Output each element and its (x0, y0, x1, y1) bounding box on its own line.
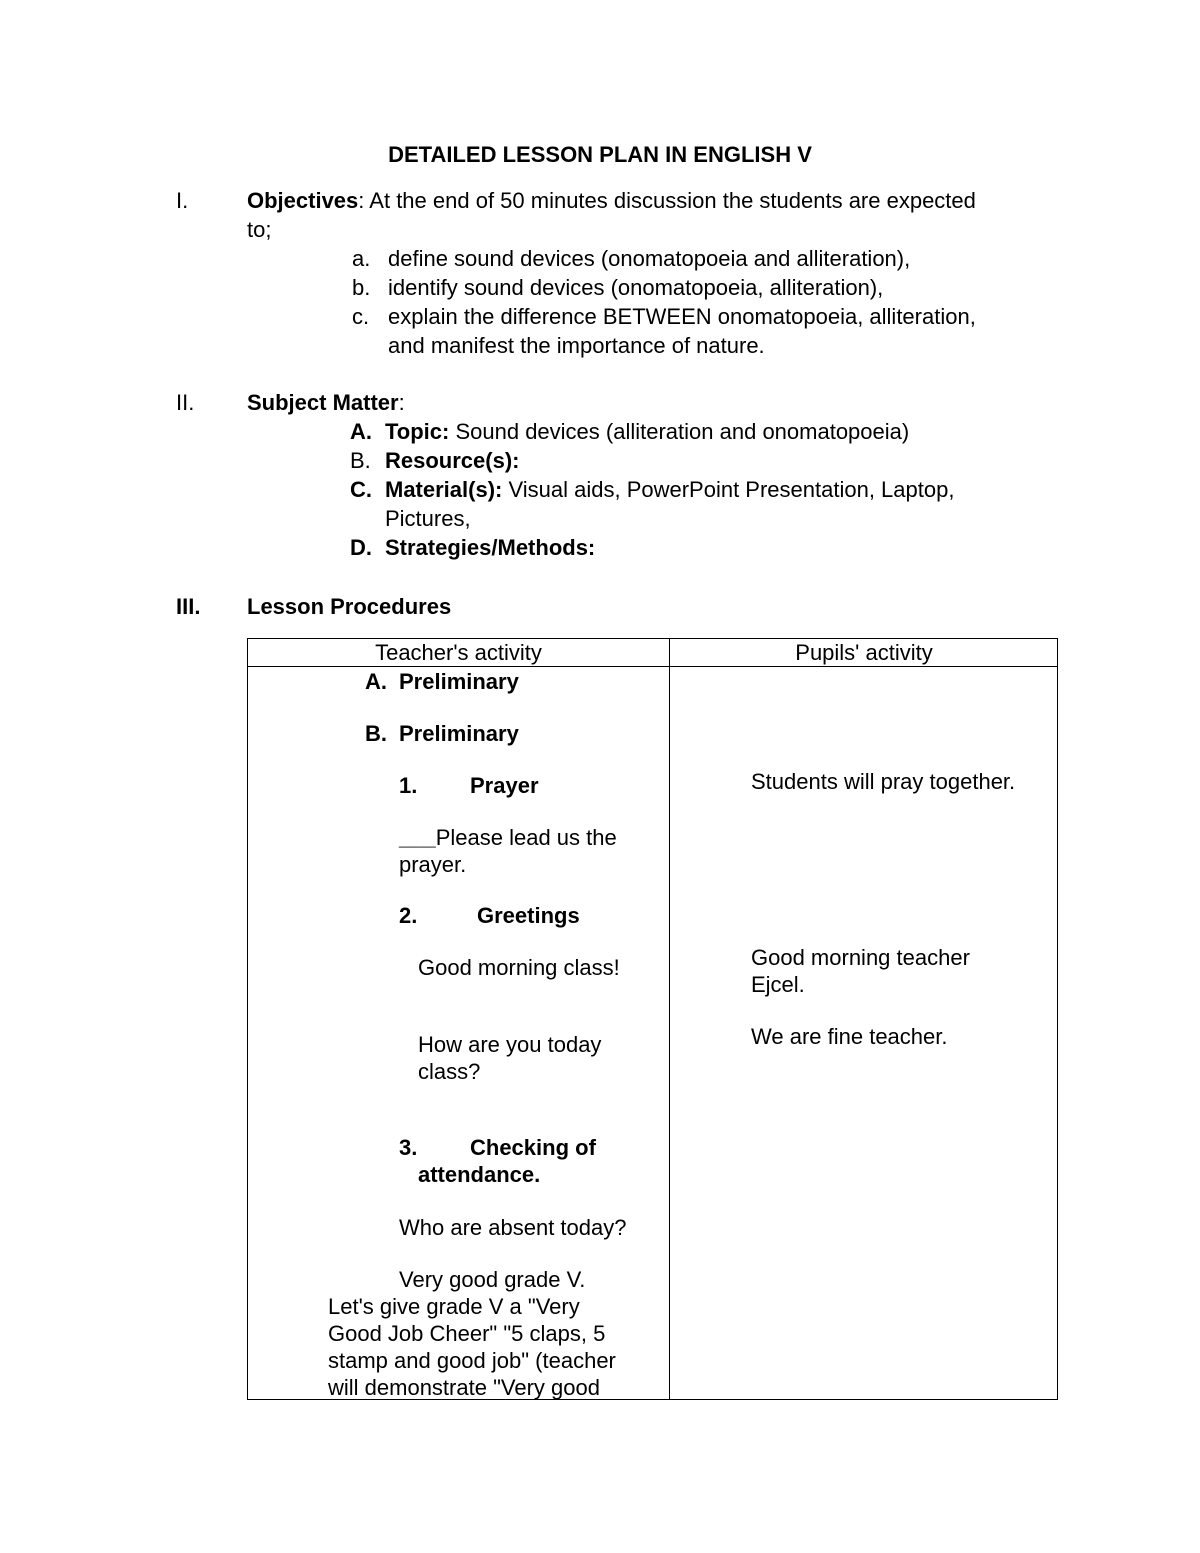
subject-marker: B. (350, 448, 371, 473)
prayer-label: Prayer (470, 773, 539, 798)
subject-marker: C. (350, 477, 372, 502)
objective-item-cont: and manifest the importance of nature. (388, 333, 765, 358)
procedures-numeral: III. (176, 594, 201, 619)
teacher-question-cont: class? (418, 1059, 481, 1084)
subject-item-materials (385, 476, 954, 504)
prayer-line (399, 824, 617, 851)
cheer-line: Let's give grade V a "Very (328, 1294, 580, 1319)
greetings-label: Greetings (477, 903, 580, 928)
subject-item-resources: Resource(s): (385, 448, 520, 473)
topic-label: Topic: (385, 419, 450, 444)
greetings-number: 2. (399, 903, 418, 928)
procedures-heading: Lesson Procedures (247, 594, 452, 619)
subject-marker: A. (350, 419, 372, 444)
pupils-response: We are fine teacher. (751, 1024, 948, 1049)
objective-item: define sound devices (onomatopoeia and alliteration), (388, 246, 911, 271)
teacher-a-marker: A. (365, 669, 387, 694)
absent-question: Who are absent today? (399, 1215, 627, 1240)
prayer-text: Please lead us the (435, 825, 617, 850)
pupils-prayer: Students will pray together. (751, 769, 1016, 794)
subject-heading (247, 389, 405, 417)
teacher-b-marker: B. (365, 721, 387, 746)
attendance-label-cont: attendance. (418, 1162, 541, 1187)
subject-label: Subject Matter (247, 390, 399, 415)
subject-colon: : (398, 390, 405, 415)
materials-value-cont: Pictures, (385, 506, 471, 531)
teacher-a-label: Preliminary (399, 669, 519, 694)
prayer-blank: ___ (399, 825, 436, 850)
topic-value: Sound devices (alliteration and onomatopoeia) (449, 419, 910, 444)
header-pupils: Pupils' activity (795, 640, 933, 665)
objective-marker: b. (352, 275, 371, 300)
column-divider (669, 639, 670, 1399)
cheer-line: Good Job Cheer" "5 claps, 5 (328, 1321, 606, 1346)
materials-label: Material(s): (385, 477, 503, 502)
attendance-label: Checking of (470, 1135, 596, 1160)
subject-marker: D. (350, 535, 372, 560)
prayer-text-cont: prayer. (399, 852, 467, 877)
attendance-number: 3. (399, 1135, 418, 1160)
pupils-greeting: Good morning teacher (751, 945, 970, 970)
subject-item-topic (385, 418, 909, 446)
teacher-question: How are you today (418, 1032, 602, 1057)
objective-item: explain the difference BETWEEN onomatopoeia, alliteration, (388, 304, 976, 329)
objectives-text-cont: to; (247, 217, 272, 242)
objective-marker: a. (352, 246, 371, 271)
teacher-b-label: Preliminary (399, 721, 519, 746)
cheer-line: stamp and good job" (teacher (328, 1348, 616, 1373)
objectives-numeral: I. (176, 188, 189, 213)
subject-item-strategies: Strategies/Methods: (385, 535, 596, 560)
subject-numeral: II. (176, 390, 195, 415)
objectives-text: : At the end of 50 minutes discussion the students are expected (358, 188, 976, 213)
materials-value: Visual aids, PowerPoint Presentation, Laptop, (502, 477, 955, 502)
objective-item: identify sound devices (onomatopoeia, alliteration), (388, 275, 884, 300)
pupils-greeting-cont: Ejcel. (751, 972, 805, 997)
prayer-number: 1. (399, 773, 418, 798)
cheer-line: will demonstrate "Very good (328, 1375, 600, 1400)
activity-table (247, 638, 1058, 1400)
objectives-line (247, 187, 976, 215)
teacher-greeting: Good morning class! (418, 955, 620, 980)
header-teacher: Teacher's activity (375, 640, 542, 665)
objectives-label: Objectives (247, 188, 359, 213)
cheer-line: Very good grade V. (399, 1267, 586, 1292)
objective-marker: c. (352, 304, 370, 329)
page-title: DETAILED LESSON PLAN IN ENGLISH V (388, 142, 812, 167)
